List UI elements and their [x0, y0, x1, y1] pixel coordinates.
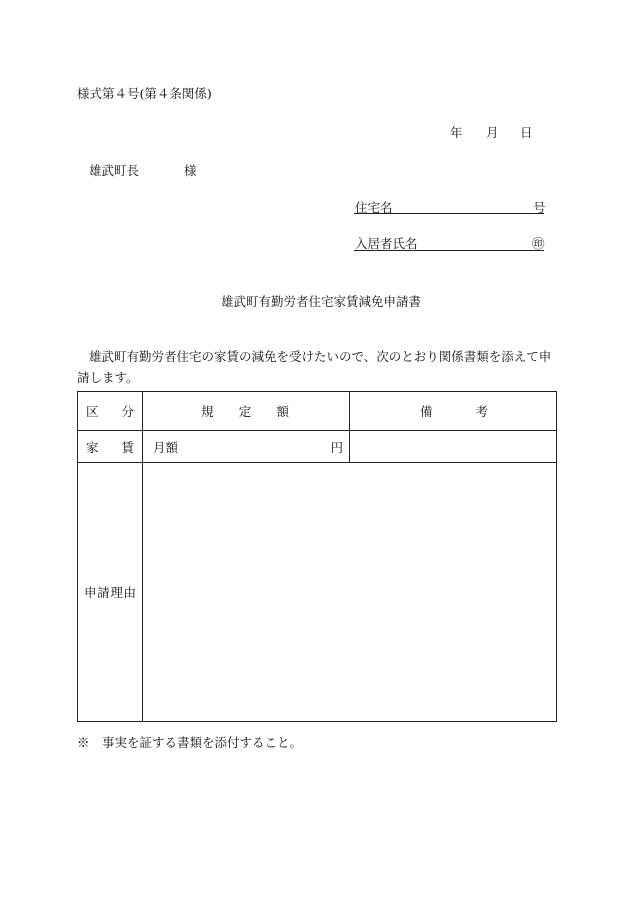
addressee-honorific: 様: [184, 163, 197, 178]
document-title: 雄武町有勤労者住宅家賃減免申請書: [221, 294, 422, 309]
body-text: 雄武町有勤労者住宅の家賃の減免を受けたいので、次のとおり関係書類を添えて申請します。: [77, 349, 552, 385]
housing-suffix: 号: [533, 200, 546, 215]
rent-label-char: 家: [86, 439, 99, 455]
header-remarks-char: 備: [420, 404, 433, 419]
reason-label-char: 理: [110, 585, 123, 600]
header-amount-char: 規: [201, 404, 214, 419]
header-category-char: 分: [121, 404, 134, 419]
reason-row: [78, 463, 557, 722]
rent-label-cell: [78, 431, 143, 463]
reason-label-char: 由: [123, 585, 136, 600]
seal-mark: ㊞: [532, 236, 545, 251]
housing-label: 住宅名: [355, 200, 393, 215]
date-year: 年: [450, 125, 463, 140]
header-amount-char: 額: [276, 404, 289, 419]
rent-label-char: 賃: [121, 439, 134, 455]
reason-label-char: 申: [84, 585, 97, 600]
date-day: 日: [520, 125, 533, 140]
reason-content-cell[interactable]: [143, 463, 557, 722]
housing-underline: [354, 213, 544, 214]
rent-row: [78, 431, 557, 463]
header-remarks-cell: [350, 392, 557, 431]
form-number: 様式第４号(第４条関係): [77, 86, 212, 101]
header-amount-cell: [143, 392, 350, 431]
header-category-cell: [78, 392, 143, 431]
addressee-mayor: 雄武町長: [89, 163, 140, 178]
resident-label: 入居者氏名: [355, 236, 418, 251]
resident-underline: [354, 250, 544, 251]
date-month: 月: [486, 125, 499, 140]
header-remarks-char: 考: [475, 404, 488, 419]
header-row: [78, 392, 557, 431]
yen-label: 円: [330, 439, 343, 455]
reason-label-cell: [78, 463, 143, 722]
rent-amount-cell[interactable]: [143, 431, 350, 463]
rent-remarks-cell[interactable]: [350, 431, 557, 463]
application-table: [77, 391, 557, 722]
attachment-note: ※ 事実を証する書類を添付すること。: [77, 735, 303, 750]
header-category-char: 区: [86, 404, 99, 419]
monthly-label: 月額: [153, 439, 179, 455]
reason-label-char: 請: [97, 585, 110, 600]
header-amount-char: 定: [238, 404, 252, 419]
